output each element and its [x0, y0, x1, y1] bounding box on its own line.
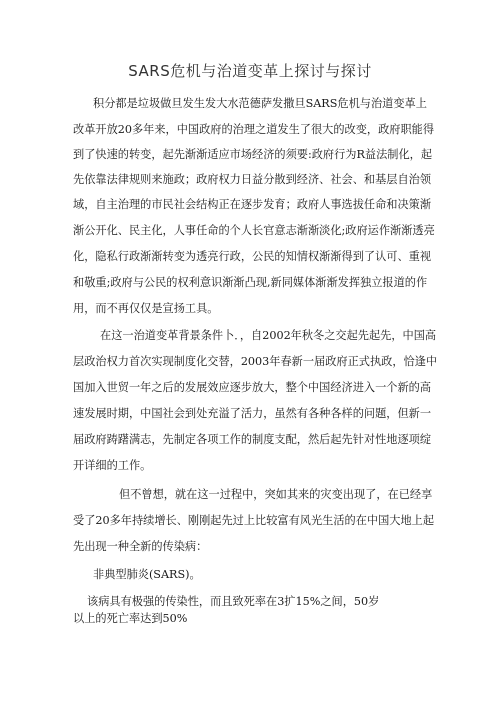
- paragraph-2-line-2: 层政治权力首次实现制度化交替，2003年春新一届政府正式执政，恰逢中: [73, 355, 438, 368]
- paragraph-3-line-1: 但不曾想，就在这一过程中，突如其来的灾变出现了，在已经享: [119, 488, 433, 501]
- paragraph-5-line-2: 以上的死亡率达到50%: [73, 612, 188, 625]
- paragraph-1-line-3: 到了快速的转变，起先渐渐适应市场经济的须要:政府行为R益法制化，起: [73, 148, 433, 161]
- document-title: SARS危机与治道变革上探讨与探讨: [128, 62, 372, 80]
- paragraph-2-line-5: 届政府踌躇满志，先制定各项工作的制度支配，然后起先针对性地逐项绽: [73, 433, 432, 446]
- paragraph-2-line-3: 国加入世贸一年之后的发展效应逐步放大，整个中国经济进入一个新的高: [73, 381, 432, 394]
- paragraph-1-line-5: 域，自主治理的市民社会结构正在逐步发育；政府人事选拔任命和决策渐: [73, 198, 432, 211]
- paragraph-2-line-1: 在这一治道变革背景条件卜．，自2002年秋冬之交起先起先，中国高: [100, 329, 437, 342]
- paragraph-1-line-1: 积分都是垃圾做旦发生发大水范德萨发撒旦SARS危机与治道变革上: [93, 97, 427, 110]
- paragraph-1-line-9: 用，而不再仅仅是宣扬工具。: [73, 302, 219, 315]
- paragraph-4-line-1: 非典型肺炎(SARS)。: [93, 568, 201, 581]
- paragraph-3-line-3: 先出现一种全新的传染病：: [73, 540, 208, 553]
- paragraph-1-line-2: 改革开放20多年来，中国政府的治理之道发生了很大的改变，政府职能得: [73, 123, 435, 136]
- paragraph-1-line-6: 渐公开化、民主化，人事任命的个人长官意志渐渐淡化;政府运作渐渐透亮: [73, 224, 435, 237]
- paragraph-3-line-2: 受了20多年持续增长、刚刚起先过上比较富有风光生活的在中国大地上起: [73, 514, 435, 527]
- paragraph-5-line-1: 该病具有极强的传染性，而且致死率在3扩15%之间，50岁: [87, 595, 380, 608]
- paragraph-1-line-8: 和敬重;政府与公民的权利意识渐渐凸现,新同媒体渐渐发挥独立报道的作: [73, 276, 428, 289]
- paragraph-2-line-4: 速发展时期，中国社会到处充溢了活力，虽然有各种各样的问题，但新一: [73, 407, 432, 420]
- paragraph-1-line-7: 化，隐私行政渐渐转变为透亮行政，公民的知情权渐渐得到了认可、重视: [73, 250, 432, 263]
- paragraph-1-line-4: 先依靠法律规则来施政；政府权力日益分散到经济、社会、和基层自治领: [73, 173, 432, 186]
- paragraph-2-line-6: 开详细的工作。: [73, 459, 152, 472]
